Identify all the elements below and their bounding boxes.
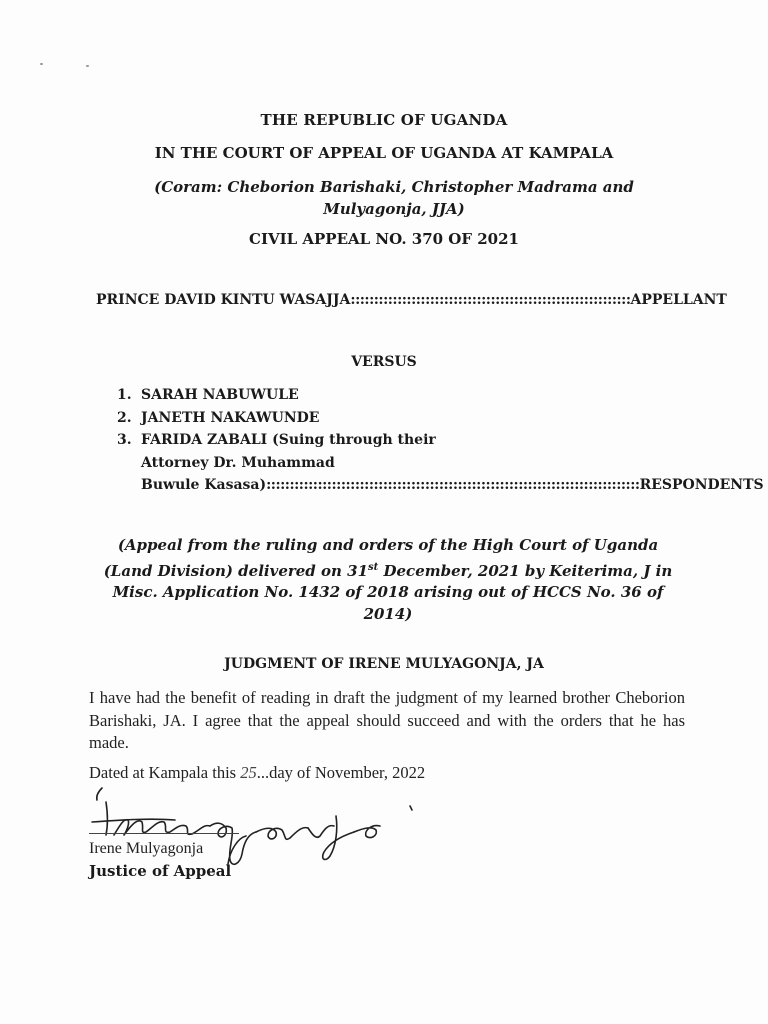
signatory-name: Irene Mulyagonja [89, 840, 204, 857]
respondents-role-line [117, 474, 764, 497]
respondent-name: SARAH NABUWULE [141, 387, 299, 403]
list-number: 1. [117, 387, 132, 403]
dated-suffix: ...day of November, 2022 [256, 763, 426, 782]
appellant-dots: :::::::::::::::::::::::::::::::::::::::::::::::::::::::::::: [350, 292, 631, 308]
judgment-heading: JUDGMENT OF IRENE MULYAGONJA, JA [224, 656, 544, 672]
appeal-note-superscript: st [368, 561, 379, 573]
respondent-name: JANETH NAKAWUNDE [141, 409, 320, 426]
list-item [117, 407, 682, 430]
respondents-role: RESPONDENTS [639, 477, 764, 493]
republic-heading: THE REPUBLIC OF UGANDA [260, 111, 508, 129]
respondent-name: FARIDA ZABALI (Suing through their [141, 432, 436, 448]
signatory-title: Justice of Appeal [89, 862, 232, 880]
case-number: CIVIL APPEAL NO. 370 OF 2021 [249, 230, 519, 248]
appellant-name: PRINCE DAVID KINTU WASAJJA [96, 292, 351, 308]
signature-line [89, 833, 239, 834]
versus-label: VERSUS [351, 354, 417, 370]
court-heading: IN THE COURT OF APPEAL OF UGANDA AT KAMPALA [154, 144, 614, 162]
respondent-continuation [117, 452, 682, 475]
respondents-dots: :::::::::::::::::::::::::::::::::::::::::::::::::::::::::::::::::::::::::::::::: [266, 477, 640, 493]
coram-line: (Coram: Cheborion Barishaki, Christopher Madrama and Mulyagonja, JJA) [154, 178, 634, 218]
list-item [117, 429, 682, 452]
appellant-line [96, 292, 727, 308]
respondent-continuation-text: Attorney Dr. Muhammad [141, 454, 335, 471]
respondent-continuation-text: Buwule Kasasa) [141, 477, 267, 493]
list-number: 3. [117, 432, 132, 448]
judgment-body: I have had the benefit of reading in draft the judgment of my learned brother Cheborion Barishaki, JA. I agree that the appeal should succeed and with the orders that he has made. [89, 688, 685, 752]
scan-speck [86, 65, 89, 67]
appeal-note [92, 535, 684, 625]
scan-speck [40, 63, 43, 65]
appellant-role: APPELLANT [630, 292, 727, 308]
list-number: 2. [117, 409, 132, 426]
handwritten-day: 25 [240, 763, 257, 782]
list-item [117, 384, 682, 407]
appeal-note-text: (Appeal from the ruling and orders of the High Court of Uganda (Land Division) delivered on 31 [103, 536, 659, 580]
appeal-note-text: December, 2021 by Keiterima, J in Misc. Application No. 1432 of 2018 arising out of HCCS No. 36 of 2014) [112, 561, 673, 623]
dated-prefix: Dated at Kampala this [89, 763, 241, 782]
respondents-list [117, 384, 764, 497]
